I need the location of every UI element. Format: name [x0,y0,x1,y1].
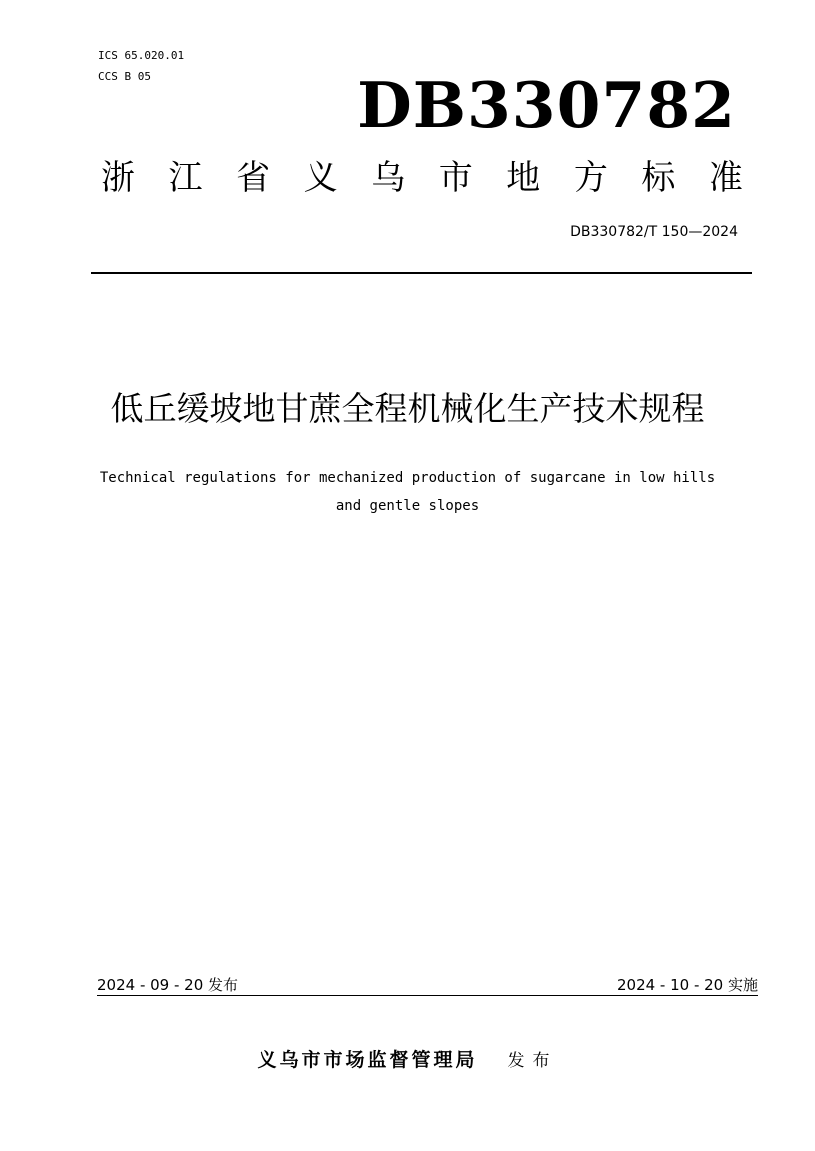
ics-code: ICS 65.020.01 [98,49,185,62]
category-char: 方 [573,158,608,198]
implement-date: 2024 - 10 - 20 实施 [616,976,758,994]
category-char: 标 [641,158,676,198]
publisher-org: 义乌市市场监督管理局 [257,1049,478,1071]
publisher-line [0,1047,815,1074]
category-char: 浙 [101,158,135,198]
standard-code-heading: DB330782 [357,68,736,142]
category-char: 准 [708,158,743,198]
classification-block [98,45,184,87]
publish-date: 2024 - 09 - 20 发布 [97,976,239,994]
category-char: 乌 [371,158,406,198]
standard-category [98,156,746,200]
category-char: 义 [303,158,338,198]
standard-number: DB330782/T 150—2024 [570,224,738,240]
document-title-cn: 低丘缓坡地甘蔗全程机械化生产技术规程 [110,389,705,428]
header-divider [91,272,752,274]
category-char: 地 [506,158,541,198]
ccs-code: CCS B 05 [98,70,151,83]
title-en-line: and gentle slopes [335,498,480,514]
document-title-en [40,464,775,520]
publisher-action: 发布 [507,1051,558,1071]
category-char: 省 [236,158,271,198]
title-en-line: Technical regulations for mechanized production of sugarcane in low hills [99,470,716,486]
category-char: 江 [168,158,203,198]
category-char: 市 [438,158,473,198]
footer-divider [97,995,758,996]
